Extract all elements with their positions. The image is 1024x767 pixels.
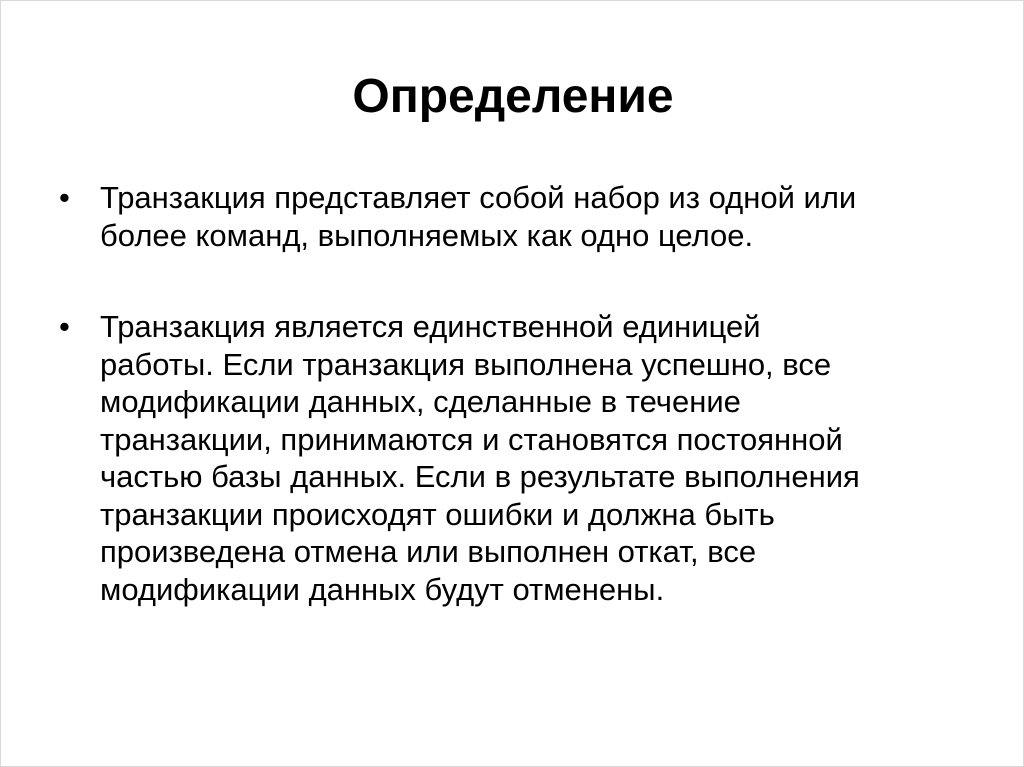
bullet-list	[59, 179, 959, 662]
bullet-line: произведена отмена или выполнен откат, все	[100, 534, 757, 569]
bullet-line: Транзакция представляет собой набор из одной или	[100, 180, 857, 215]
bullet-item-definition	[59, 179, 959, 254]
bullet-dot-icon: •	[59, 180, 70, 215]
bullet-text	[100, 179, 959, 254]
bullet-item-unit-of-work	[59, 308, 959, 608]
bullet-dot-icon: •	[59, 309, 70, 344]
bullet-line: Транзакция является единственной единицей	[100, 309, 761, 344]
bullet-text	[100, 308, 959, 608]
slide-title: Определение	[352, 70, 674, 123]
bullet-line: более команд, выполняемых как одно целое.	[100, 217, 754, 253]
bullet-line: транзакции происходят ошибки и должна быть	[100, 496, 775, 532]
bullet-line: модификации данных будут отменены.	[100, 571, 665, 607]
bullet-line: работы. Если транзакция выполнена успешно, все	[100, 346, 832, 382]
bullet-line: транзакции, принимаются и становятся постоянной	[100, 421, 843, 457]
bullet-line: модификации данных, сделанные в течение	[100, 384, 741, 419]
bullet-line: частью базы данных. Если в результате выполнения	[100, 459, 860, 494]
